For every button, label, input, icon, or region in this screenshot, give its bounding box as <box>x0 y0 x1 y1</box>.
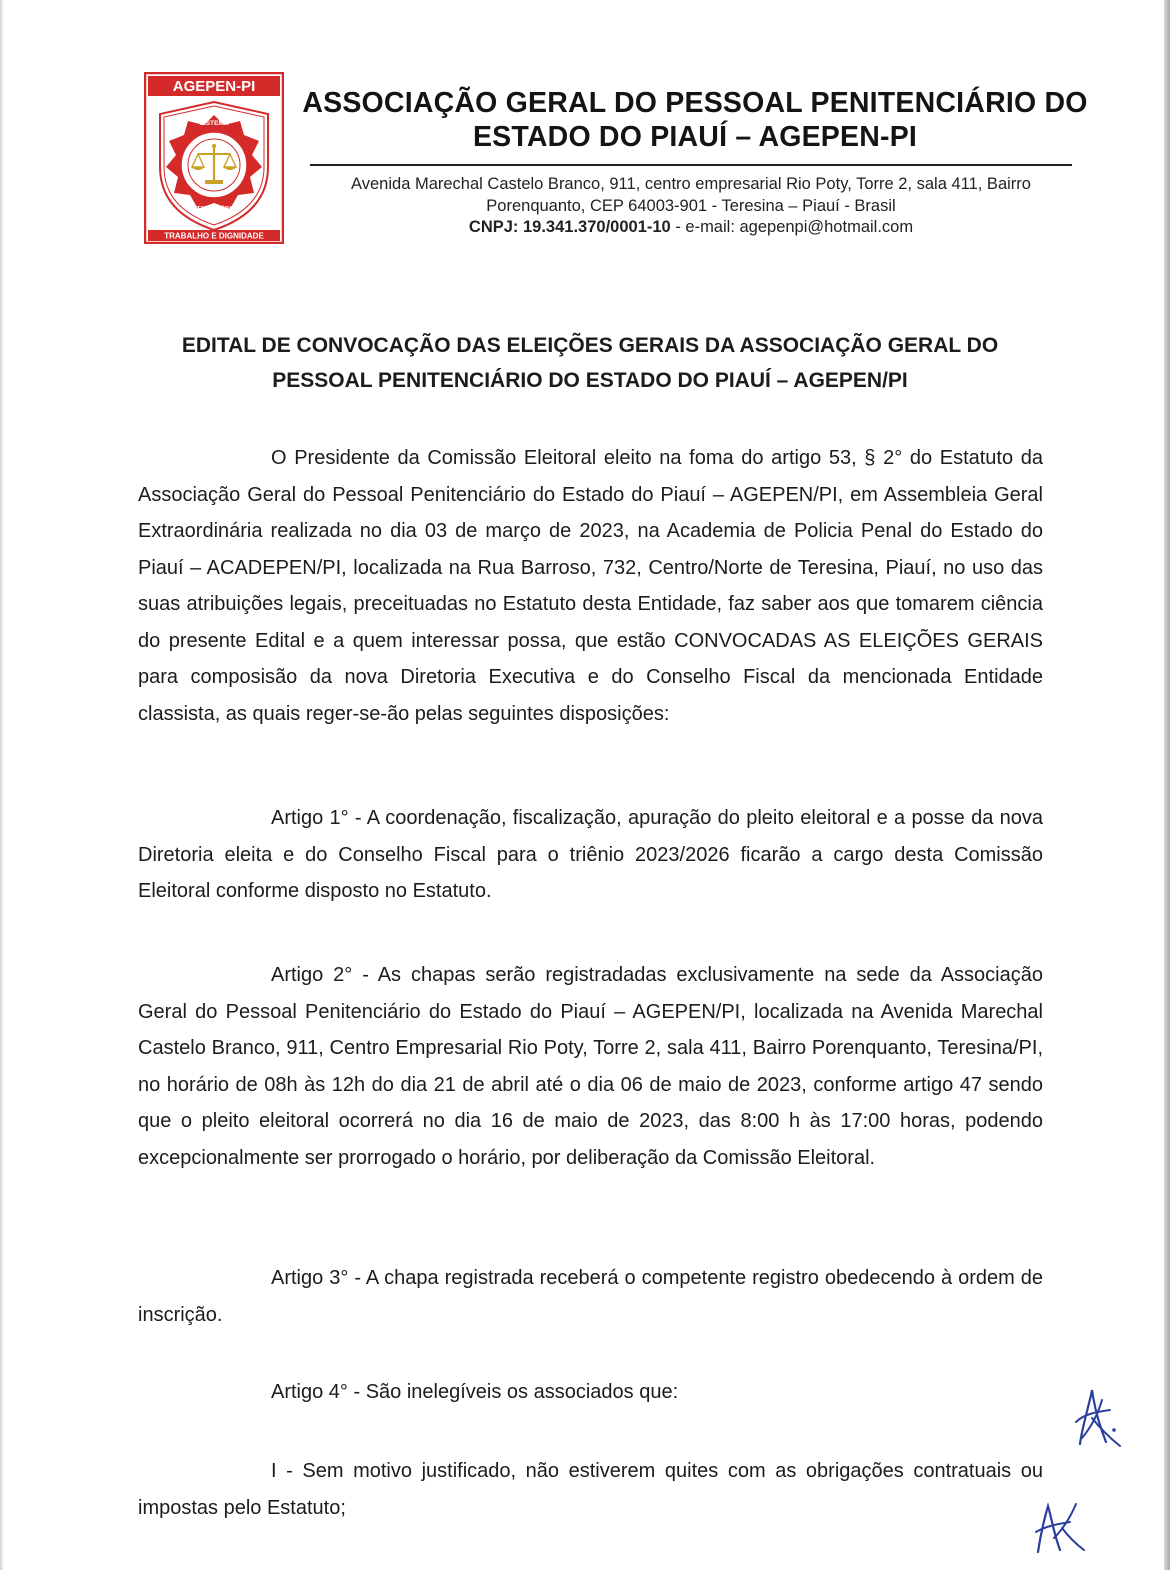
contact-line <box>300 216 1082 238</box>
address-line1: Avenida Marechal Castelo Branco, 911, centro empresarial Rio Poty, Torre 2, sala 411, Bairro <box>351 175 1031 193</box>
intro-text: O Presidente da Comissão Eleitoral eleito na foma do artigo 53, § 2° do Estatuto da Associação Geral do Pessoal Penitenciário do Estado do Piauí – AGEPEN/PI, em Assembleia Geral Extraordinária realizada no dia 03 de março de 2023, na Academia de Policia Penal do Estado do Piauí – ACADEPEN/PI, localizada na Rua Barroso, 732, Centro/Norte de Teresina, Piauí, no uso das suas atribuições legais, preceituadas no Estatuto desta Entidade, faz saber aos que tomarem ciência do presente Edital e a quem interessar possa, que estão CONVOCADAS AS ELEIÇÕES GERAIS para composisão da nova Diretoria Executiva e do Conselho Fiscal da mencionada Entidade classista, as quais reger-se-ão pelas seguintes disposições: <box>138 447 1043 725</box>
article-3-text: Artigo 3° - A chapa registrada receberá o competente registro obedecendo à ordem de inscrição. <box>138 1267 1043 1326</box>
email-text: - e-mail: agepenpi@hotmail.com <box>675 218 914 236</box>
logo-motto: TRABALHO E DIGNIDADE <box>164 231 264 241</box>
logo-bottom-arc-text: PENITENCIÁRIO <box>194 206 234 212</box>
organization-address <box>300 173 1082 217</box>
page-right-edge <box>1164 0 1170 1570</box>
article-1-text: Artigo 1° - A coordenação, fiscalização, apuração do pleito eleitoral e a posse da nova Diretoria eleita e do Conselho Fiscal para o triênio 2023/2026 ficarão a cargo desta Comissão Eleitoral conforme disposto no Estatuto. <box>138 807 1043 902</box>
organization-name-line1: ASSOCIAÇÃO GERAL DO PESSOAL PENITENCIÁRIO DO <box>302 87 1088 119</box>
item-i-paragraph <box>138 1453 1043 1526</box>
document-title <box>130 328 1050 398</box>
article-1-paragraph <box>138 800 1043 910</box>
article-3-paragraph <box>138 1260 1043 1333</box>
cnpj-text: CNPJ: 19.341.370/0001-10 <box>468 218 671 236</box>
intro-paragraph <box>138 440 1043 732</box>
organization-name <box>300 86 1090 154</box>
address-line2: Porenquanto, CEP 64003-901 - Teresina – Piauí - Brasil <box>486 197 896 215</box>
logo-top-text: AGEPEN-PI <box>172 78 256 95</box>
article-4-text: Artigo 4° - São inelegíveis os associados que: <box>271 1381 679 1403</box>
article-2-paragraph <box>138 957 1043 1176</box>
logo-arc-text: SISTEMA <box>199 120 229 127</box>
article-2-text: Artigo 2° - As chapas serão registradadas exclusivamente na sede da Associação Geral do Pessoal Penitenciário do Estado do Piauí – AGEPEN/PI, localizada na Avenida Marechal Castelo Branco, 911, Centro Empresarial Rio Poty, Torre 2, sala 411, Bairro Porenquanto, Teresina/PI, no horário de 08h às 12h do dia 21 de abril até o dia 06 de maio de 2023, conforme artigo 47 sendo que o pleito eleitoral ocorrerá no dia 16 de maio de 2023, das 8:00 h às 17:00 horas, podendo excepcionalmente ser prorrogado o horário, por deliberação da Comissão Eleitoral. <box>138 964 1043 1169</box>
article-4-paragraph <box>138 1374 1043 1411</box>
header-divider <box>310 164 1072 166</box>
margin-initials-signature-2 <box>1030 1494 1090 1564</box>
document-title-line1: EDITAL DE CONVOCAÇÃO DAS ELEIÇÕES GERAIS DA ASSOCIAÇÃO GERAL DO <box>181 334 999 357</box>
agepen-logo <box>144 72 284 244</box>
margin-initials-signature <box>1062 1382 1132 1462</box>
item-i-text: I - Sem motivo justificado, não estiverem quites com as obrigações contratuais ou impostas pelo Estatuto; <box>138 1460 1043 1519</box>
document-title-line2: PESSOAL PENITENCIÁRIO DO ESTADO DO PIAUÍ – AGEPEN/PI <box>272 369 908 392</box>
organization-name-line2: ESTADO DO PIAUÍ – AGEPEN-PI <box>472 121 918 153</box>
page-left-edge <box>0 0 4 1570</box>
agepen-logo-emblem <box>144 72 284 244</box>
